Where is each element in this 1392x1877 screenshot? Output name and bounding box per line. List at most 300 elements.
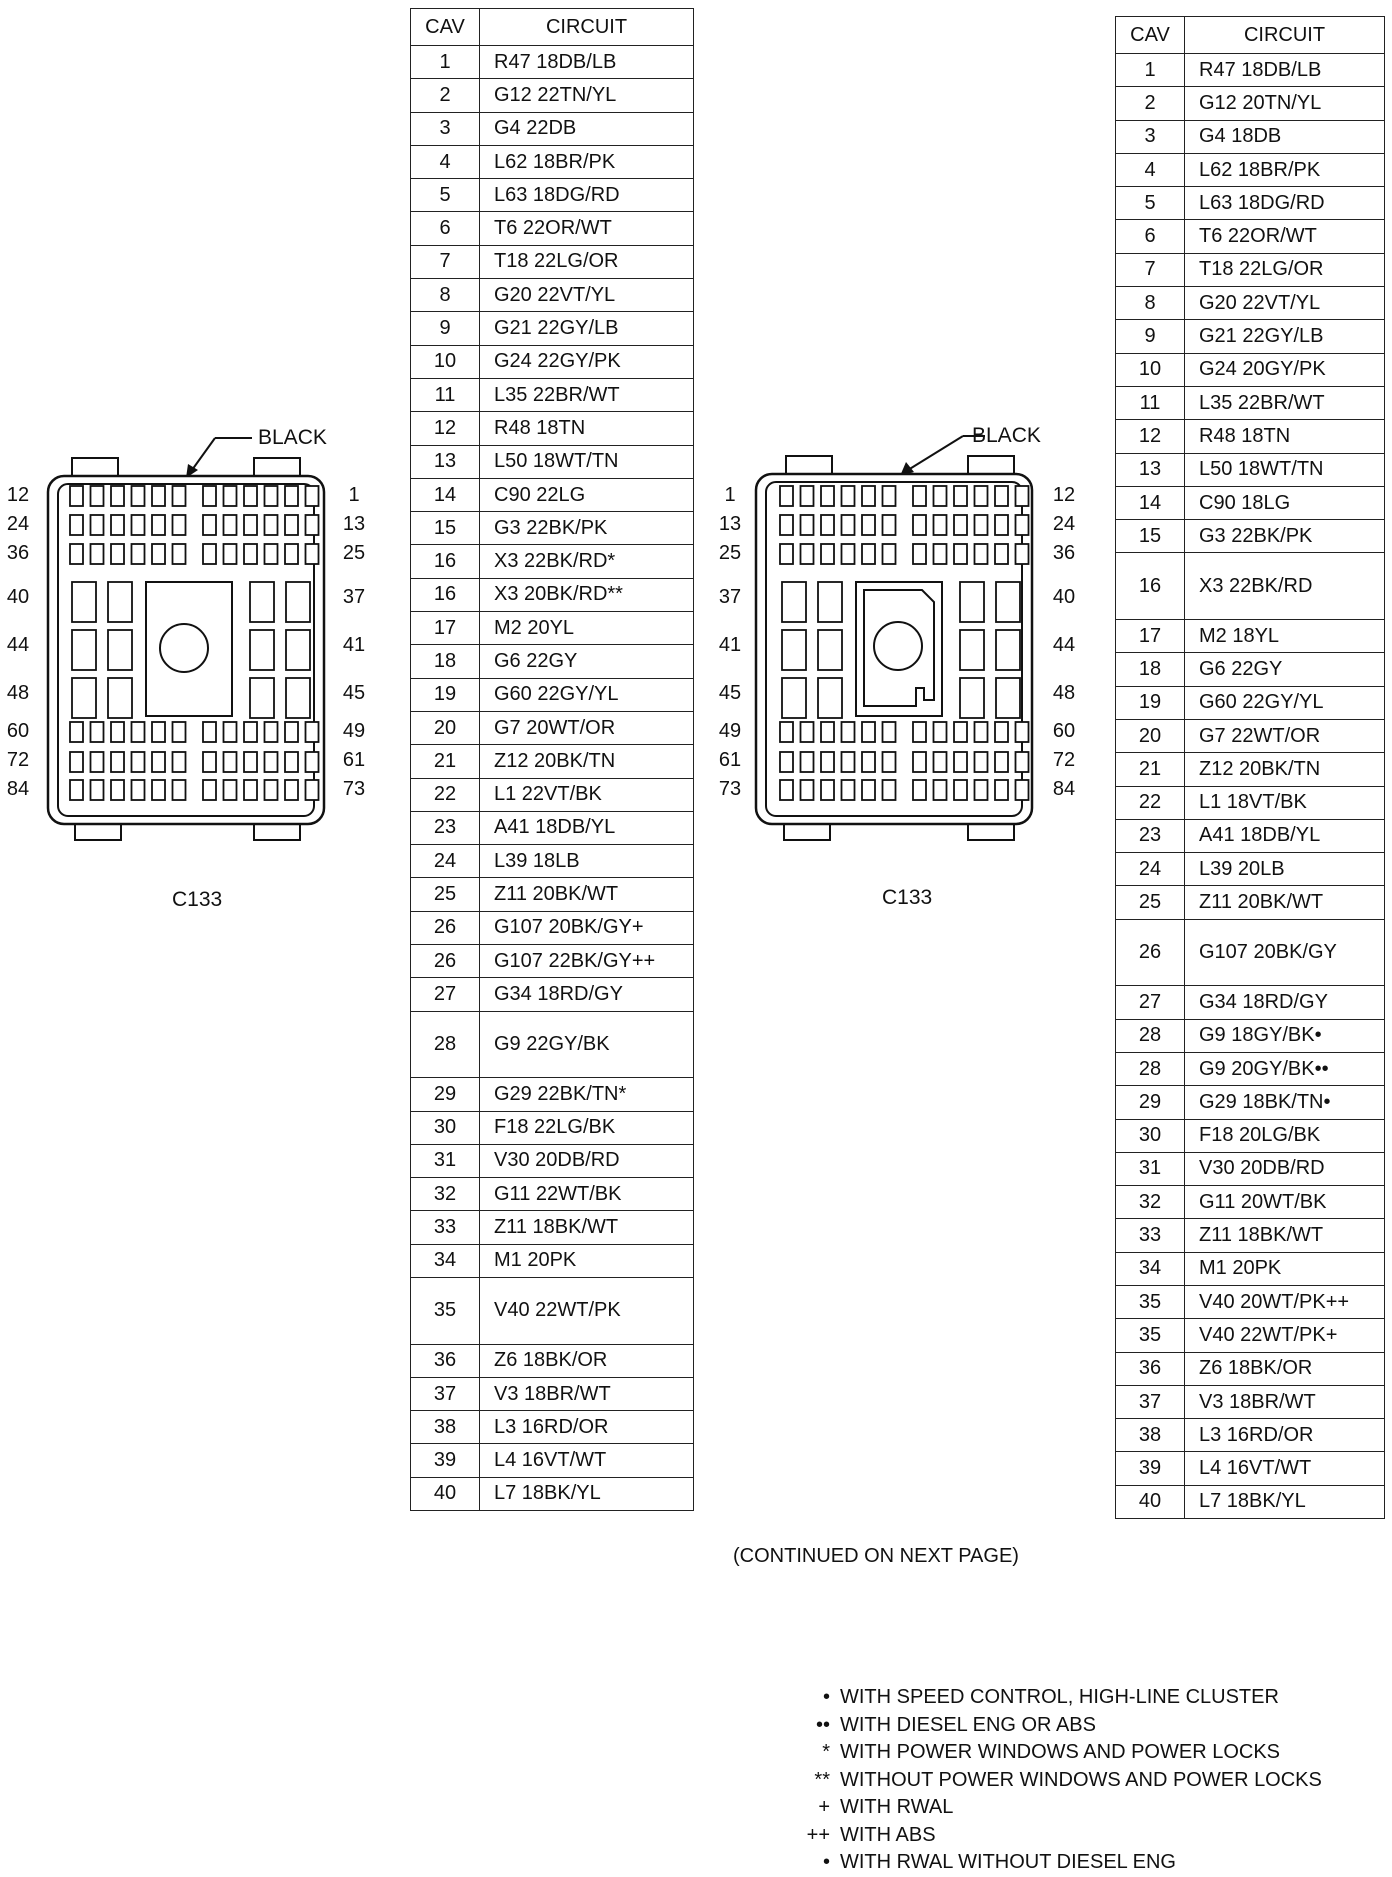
- pin-cavity: [72, 678, 96, 718]
- pin-cavity: [306, 515, 319, 535]
- table-row: [411, 1244, 694, 1277]
- pin-cavity: [996, 582, 1020, 622]
- pin-cavity: [1016, 752, 1029, 772]
- pin-cavity: [821, 544, 834, 564]
- table-row: [1116, 220, 1385, 253]
- pin-number: 24: [6, 513, 30, 535]
- connector-left-name: C133: [172, 888, 223, 911]
- circuit-cell: G4 22DB: [480, 112, 694, 145]
- circuit-cell: G4 18DB: [1185, 120, 1385, 153]
- footnote-symbol: •: [822, 1686, 830, 1708]
- circuit-cell: G24 22GY/PK: [480, 345, 694, 378]
- cav-cell: 22: [411, 778, 480, 811]
- table-row: [1116, 1086, 1385, 1119]
- pin-number: 61: [718, 749, 742, 771]
- circuit-cell: X3 20BK/RD**: [480, 578, 694, 611]
- cav-cell: 40: [411, 1477, 480, 1510]
- pin-cavity: [801, 722, 814, 742]
- pin-number: 36: [6, 542, 30, 564]
- cav-cell: 35: [411, 1277, 480, 1344]
- pin-cavity: [934, 544, 947, 564]
- pin-number: 13: [718, 513, 742, 535]
- pin-number: 13: [342, 513, 366, 535]
- pin-cavity: [801, 486, 814, 506]
- pin-cavity: [821, 780, 834, 800]
- pin-cavity: [862, 486, 875, 506]
- pin-cavity: [203, 752, 216, 772]
- pin-cavity: [250, 678, 274, 718]
- pin-cavity: [70, 544, 83, 564]
- pin-cavity: [960, 630, 984, 670]
- pin-number: 72: [6, 749, 30, 771]
- cav-cell: 23: [1116, 819, 1185, 852]
- cav-cell: 20: [1116, 719, 1185, 752]
- cav-cell: 5: [411, 179, 480, 212]
- table-row: [1116, 1285, 1385, 1318]
- table-row: [1116, 1452, 1385, 1485]
- table-row: [411, 212, 694, 245]
- cav-cell: 8: [411, 279, 480, 312]
- circuit-cell: L50 18WT/TN: [480, 445, 694, 478]
- circuit-cell: L3 16RD/OR: [480, 1411, 694, 1444]
- table-row: [1116, 919, 1385, 986]
- pin-table-right: [1115, 16, 1385, 1519]
- cav-cell: 9: [411, 312, 480, 345]
- table-row: [1116, 1419, 1385, 1452]
- pin-cavity: [821, 515, 834, 535]
- pin-cavity: [306, 544, 319, 564]
- pin-number: 36: [1052, 542, 1076, 564]
- pin-cavity: [111, 515, 124, 535]
- table-row: [411, 79, 694, 112]
- cav-cell: 16: [1116, 553, 1185, 620]
- circuit-cell: C90 18LG: [1185, 486, 1385, 519]
- circuit-cell: L62 18BR/PK: [480, 145, 694, 178]
- circuit-cell: T18 22LG/OR: [1185, 253, 1385, 286]
- pin-cavity: [954, 780, 967, 800]
- pin-number: 49: [718, 720, 742, 742]
- cav-cell: 8: [1116, 287, 1185, 320]
- pin-cavity: [224, 544, 237, 564]
- circuit-cell: G34 18RD/GY: [480, 978, 694, 1011]
- pin-cavity: [286, 582, 310, 622]
- table-row: [1116, 1186, 1385, 1219]
- cav-cell: 29: [1116, 1086, 1185, 1119]
- pin-cavity: [975, 515, 988, 535]
- footnote-text: WITHOUT POWER WINDOWS AND POWER LOCKS: [840, 1768, 1322, 1791]
- table-row: [1116, 853, 1385, 886]
- pin-cavity: [108, 630, 132, 670]
- cav-cell: 19: [411, 678, 480, 711]
- pin-cavity: [862, 515, 875, 535]
- table-row: [1116, 753, 1385, 786]
- pin-cavity: [821, 752, 834, 772]
- pin-cavity: [72, 630, 96, 670]
- table-row: [411, 1111, 694, 1144]
- pin-cavity: [285, 544, 298, 564]
- circuit-cell: L63 18DG/RD: [480, 179, 694, 212]
- table-row: [1116, 520, 1385, 553]
- pin-cavity: [285, 780, 298, 800]
- circuit-cell: A41 18DB/YL: [1185, 819, 1385, 852]
- cav-cell: 22: [1116, 786, 1185, 819]
- pin-cavity: [152, 544, 165, 564]
- table-row: [411, 46, 694, 79]
- table-row: [411, 612, 694, 645]
- pin-cavity: [250, 630, 274, 670]
- pin-number: 44: [1052, 634, 1076, 656]
- pin-cavity: [954, 752, 967, 772]
- circuit-cell: G107 22BK/GY++: [480, 945, 694, 978]
- circuit-cell: G29 22BK/TN*: [480, 1078, 694, 1111]
- pin-cavity: [203, 486, 216, 506]
- circuit-cell: R48 18TN: [1185, 420, 1385, 453]
- table-row: [411, 145, 694, 178]
- cav-cell: 1: [411, 46, 480, 79]
- pin-cavity: [975, 780, 988, 800]
- pin-cavity: [173, 780, 186, 800]
- pin-cavity: [975, 486, 988, 506]
- pin-cavity: [801, 752, 814, 772]
- pin-cavity: [996, 630, 1020, 670]
- pin-cavity: [250, 582, 274, 622]
- pin-cavity: [224, 722, 237, 742]
- pin-cavity: [132, 544, 145, 564]
- pin-cavity: [173, 722, 186, 742]
- table-row: [1116, 819, 1385, 852]
- pin-cavity: [111, 780, 124, 800]
- pin-cavity: [173, 544, 186, 564]
- circuit-cell: G20 22VT/YL: [1185, 287, 1385, 320]
- pin-cavity: [913, 515, 926, 535]
- table-row: [1116, 786, 1385, 819]
- cav-cell: 34: [411, 1244, 480, 1277]
- cav-cell: 37: [1116, 1385, 1185, 1418]
- pin-cavity: [306, 752, 319, 772]
- continued-note: (CONTINUED ON NEXT PAGE): [733, 1545, 1019, 1567]
- connector-left-color-label: BLACK: [258, 426, 327, 449]
- footnote-text: WITH ABS: [840, 1823, 936, 1846]
- pin-cavity: [780, 486, 793, 506]
- pin-cavity: [244, 722, 257, 742]
- table-row: [411, 711, 694, 744]
- circuit-header: CIRCUIT: [480, 9, 694, 46]
- circuit-cell: G7 20WT/OR: [480, 711, 694, 744]
- table-row: [411, 512, 694, 545]
- pin-number: 41: [342, 634, 366, 656]
- table-row: [1116, 986, 1385, 1019]
- cav-cell: 12: [1116, 420, 1185, 453]
- cav-cell: 31: [1116, 1152, 1185, 1185]
- pin-cavity: [883, 486, 896, 506]
- pin-cavity: [995, 515, 1008, 535]
- circuit-cell: G24 20GY/PK: [1185, 353, 1385, 386]
- pin-number: 60: [6, 720, 30, 742]
- pin-cavity: [995, 780, 1008, 800]
- cav-cell: 36: [411, 1344, 480, 1377]
- table-row: [1116, 187, 1385, 220]
- pin-cavity: [152, 515, 165, 535]
- pin-cavity: [173, 486, 186, 506]
- table-row: [411, 1078, 694, 1111]
- table-row: [1116, 1052, 1385, 1085]
- pin-number: 41: [718, 634, 742, 656]
- circuit-cell: A41 18DB/YL: [480, 811, 694, 844]
- table-row: [1116, 1219, 1385, 1252]
- cav-cell: 27: [1116, 986, 1185, 1019]
- circuit-cell: G21 22GY/LB: [1185, 320, 1385, 353]
- pin-cavity: [862, 722, 875, 742]
- table-row: [1116, 386, 1385, 419]
- table-row: [411, 945, 694, 978]
- circuit-cell: L3 16RD/OR: [1185, 1419, 1385, 1452]
- pin-cavity: [306, 722, 319, 742]
- cav-cell: 26: [1116, 919, 1185, 986]
- footnote-text: WITH POWER WINDOWS AND POWER LOCKS: [840, 1741, 1281, 1763]
- pin-number: 25: [342, 542, 366, 564]
- pin-cavity: [224, 752, 237, 772]
- circuit-cell: Z11 18BK/WT: [480, 1211, 694, 1244]
- circuit-cell: G3 22BK/PK: [480, 512, 694, 545]
- pin-cavity: [132, 486, 145, 506]
- pin-cavity: [934, 515, 947, 535]
- pin-cavity: [111, 544, 124, 564]
- circuit-cell: F18 20LG/BK: [1185, 1119, 1385, 1152]
- pin-cavity: [265, 752, 278, 772]
- circuit-cell: L62 18BR/PK: [1185, 153, 1385, 186]
- circuit-cell: T18 22LG/OR: [480, 245, 694, 278]
- cav-cell: 14: [1116, 486, 1185, 519]
- cav-cell: 16: [411, 578, 480, 611]
- pin-cavity: [1016, 515, 1029, 535]
- table-row: [411, 345, 694, 378]
- circuit-cell: X3 22BK/RD: [1185, 553, 1385, 620]
- circuit-cell: V3 18BR/WT: [480, 1377, 694, 1410]
- table-row: [411, 1211, 694, 1244]
- pin-cavity: [780, 515, 793, 535]
- pin-number: 25: [718, 542, 742, 564]
- cav-cell: 13: [1116, 453, 1185, 486]
- pin-cavity: [244, 752, 257, 772]
- pin-cavity: [995, 752, 1008, 772]
- circuit-cell: L7 18BK/YL: [1185, 1485, 1385, 1518]
- table-row: [1116, 553, 1385, 620]
- circuit-cell: L50 18WT/TN: [1185, 453, 1385, 486]
- pin-cavity: [995, 544, 1008, 564]
- cav-cell: 37: [411, 1377, 480, 1410]
- connector-left: [0, 420, 400, 920]
- cav-cell: 17: [411, 612, 480, 645]
- table-row: [411, 1411, 694, 1444]
- cav-cell: 38: [411, 1411, 480, 1444]
- pin-cavity: [173, 752, 186, 772]
- pin-number: 48: [1052, 682, 1076, 704]
- pin-cavity: [842, 544, 855, 564]
- circuit-cell: G107 20BK/GY: [1185, 919, 1385, 986]
- circuit-cell: L4 16VT/WT: [1185, 1452, 1385, 1485]
- pin-cavity: [152, 486, 165, 506]
- circuit-cell: G3 22BK/PK: [1185, 520, 1385, 553]
- cav-cell: 10: [411, 345, 480, 378]
- pin-cavity: [70, 486, 83, 506]
- circuit-cell: G107 20BK/GY+: [480, 911, 694, 944]
- pin-number: 73: [342, 778, 366, 800]
- pin-cavity: [265, 722, 278, 742]
- pin-cavity: [862, 544, 875, 564]
- circuit-cell: Z6 18BK/OR: [1185, 1352, 1385, 1385]
- pin-cavity: [883, 752, 896, 772]
- pin-cavity: [244, 486, 257, 506]
- pin-cavity: [91, 515, 104, 535]
- pin-cavity: [203, 544, 216, 564]
- cav-cell: 40: [1116, 1485, 1185, 1518]
- pin-cavity: [285, 722, 298, 742]
- pin-number: 49: [342, 720, 366, 742]
- pin-cavity: [934, 752, 947, 772]
- pin-cavity: [842, 780, 855, 800]
- table-row: [411, 412, 694, 445]
- table-row: [411, 878, 694, 911]
- pin-cavity: [285, 752, 298, 772]
- cav-cell: 2: [411, 79, 480, 112]
- cav-cell: 18: [411, 645, 480, 678]
- table-row: [1116, 1485, 1385, 1518]
- pin-number: 1: [348, 484, 360, 506]
- pin-cavity: [780, 722, 793, 742]
- circuit-cell: L39 20LB: [1185, 853, 1385, 886]
- pin-cavity: [780, 544, 793, 564]
- circuit-cell: V30 20DB/RD: [480, 1144, 694, 1177]
- pin-cavity: [132, 515, 145, 535]
- cav-cell: 17: [1116, 620, 1185, 653]
- circuit-cell: L1 18VT/BK: [1185, 786, 1385, 819]
- cav-cell: 36: [1116, 1352, 1185, 1385]
- footnote-symbol: **: [814, 1768, 830, 1791]
- circuit-cell: Z12 20BK/TN: [1185, 753, 1385, 786]
- footnote-symbol: +: [818, 1796, 830, 1818]
- pin-cavity: [244, 544, 257, 564]
- pin-number: 45: [718, 682, 742, 704]
- circuit-cell: G29 18BK/TN•: [1185, 1086, 1385, 1119]
- cav-cell: 15: [1116, 520, 1185, 553]
- cav-cell: 13: [411, 445, 480, 478]
- pin-cavity: [913, 486, 926, 506]
- cav-cell: 23: [411, 811, 480, 844]
- pin-cavity: [244, 780, 257, 800]
- table-row: [1116, 1319, 1385, 1352]
- pin-number: 72: [1052, 749, 1076, 771]
- pin-number: 37: [342, 586, 366, 608]
- pin-number: 12: [6, 484, 30, 506]
- cav-cell: 24: [1116, 853, 1185, 886]
- cav-cell: 32: [411, 1178, 480, 1211]
- circuit-cell: V40 20WT/PK++: [1185, 1285, 1385, 1318]
- pin-cavity: [224, 486, 237, 506]
- pin-cavity: [818, 678, 842, 718]
- pin-cavity: [91, 486, 104, 506]
- circuit-cell: T6 22OR/WT: [480, 212, 694, 245]
- cav-cell: 33: [411, 1211, 480, 1244]
- pin-cavity: [152, 722, 165, 742]
- table-row: [411, 1144, 694, 1177]
- circuit-cell: Z11 20BK/WT: [1185, 886, 1385, 919]
- cav-cell: 21: [1116, 753, 1185, 786]
- circuit-cell: G12 22TN/YL: [480, 79, 694, 112]
- circuit-cell: G11 20WT/BK: [1185, 1186, 1385, 1219]
- table-row: [1116, 87, 1385, 120]
- circuit-cell: L35 22BR/WT: [1185, 386, 1385, 419]
- cav-cell: 27: [411, 978, 480, 1011]
- pin-cavity: [265, 544, 278, 564]
- pin-number: 44: [6, 634, 30, 656]
- circuit-cell: G11 22WT/BK: [480, 1178, 694, 1211]
- pin-cavity: [975, 752, 988, 772]
- cav-cell: 31: [411, 1144, 480, 1177]
- pin-cavity: [780, 780, 793, 800]
- circuit-cell: F18 22LG/BK: [480, 1111, 694, 1144]
- pin-cavity: [70, 780, 83, 800]
- pin-cavity: [883, 780, 896, 800]
- pin-cavity: [862, 752, 875, 772]
- pin-cavity: [91, 722, 104, 742]
- cav-cell: 39: [411, 1444, 480, 1477]
- table-row: [1116, 287, 1385, 320]
- circuit-cell: V40 22WT/PK: [480, 1277, 694, 1344]
- table-row: [411, 978, 694, 1011]
- cav-cell: 28: [1116, 1019, 1185, 1052]
- pin-cavity: [960, 678, 984, 718]
- circuit-cell: R47 18DB/LB: [480, 46, 694, 79]
- pin-number: 1: [724, 484, 736, 506]
- pin-number: 61: [342, 749, 366, 771]
- pin-cavity: [91, 544, 104, 564]
- pin-number: 84: [1052, 778, 1076, 800]
- pin-cavity: [224, 515, 237, 535]
- table-row: [411, 1277, 694, 1344]
- table-row: [1116, 453, 1385, 486]
- circuit-cell: G60 22GY/YL: [480, 678, 694, 711]
- pin-cavity: [265, 780, 278, 800]
- pin-cavity: [995, 486, 1008, 506]
- circuit-cell: G12 20TN/YL: [1185, 87, 1385, 120]
- pin-number: 40: [1052, 586, 1076, 608]
- circuit-cell: G9 22GY/BK: [480, 1011, 694, 1078]
- circuit-cell: V30 20DB/RD: [1185, 1152, 1385, 1185]
- pin-cavity: [975, 544, 988, 564]
- circuit-cell: Z12 20BK/TN: [480, 745, 694, 778]
- pin-cavity: [306, 486, 319, 506]
- table-row: [1116, 1152, 1385, 1185]
- table-row: [1116, 1385, 1385, 1418]
- pin-cavity: [954, 722, 967, 742]
- pin-cavity: [111, 752, 124, 772]
- cav-cell: 7: [411, 245, 480, 278]
- circuit-header: CIRCUIT: [1185, 17, 1385, 54]
- cav-header: CAV: [411, 9, 480, 46]
- cav-cell: 14: [411, 478, 480, 511]
- table-row: [1116, 1019, 1385, 1052]
- pin-cavity: [265, 515, 278, 535]
- table-row: [411, 645, 694, 678]
- pin-cavity: [913, 544, 926, 564]
- cav-cell: 30: [411, 1111, 480, 1144]
- circuit-cell: L35 22BR/WT: [480, 378, 694, 411]
- cav-cell: 19: [1116, 686, 1185, 719]
- cav-cell: 34: [1116, 1252, 1185, 1285]
- table-row: [411, 1444, 694, 1477]
- pin-cavity: [111, 722, 124, 742]
- table-row: [411, 445, 694, 478]
